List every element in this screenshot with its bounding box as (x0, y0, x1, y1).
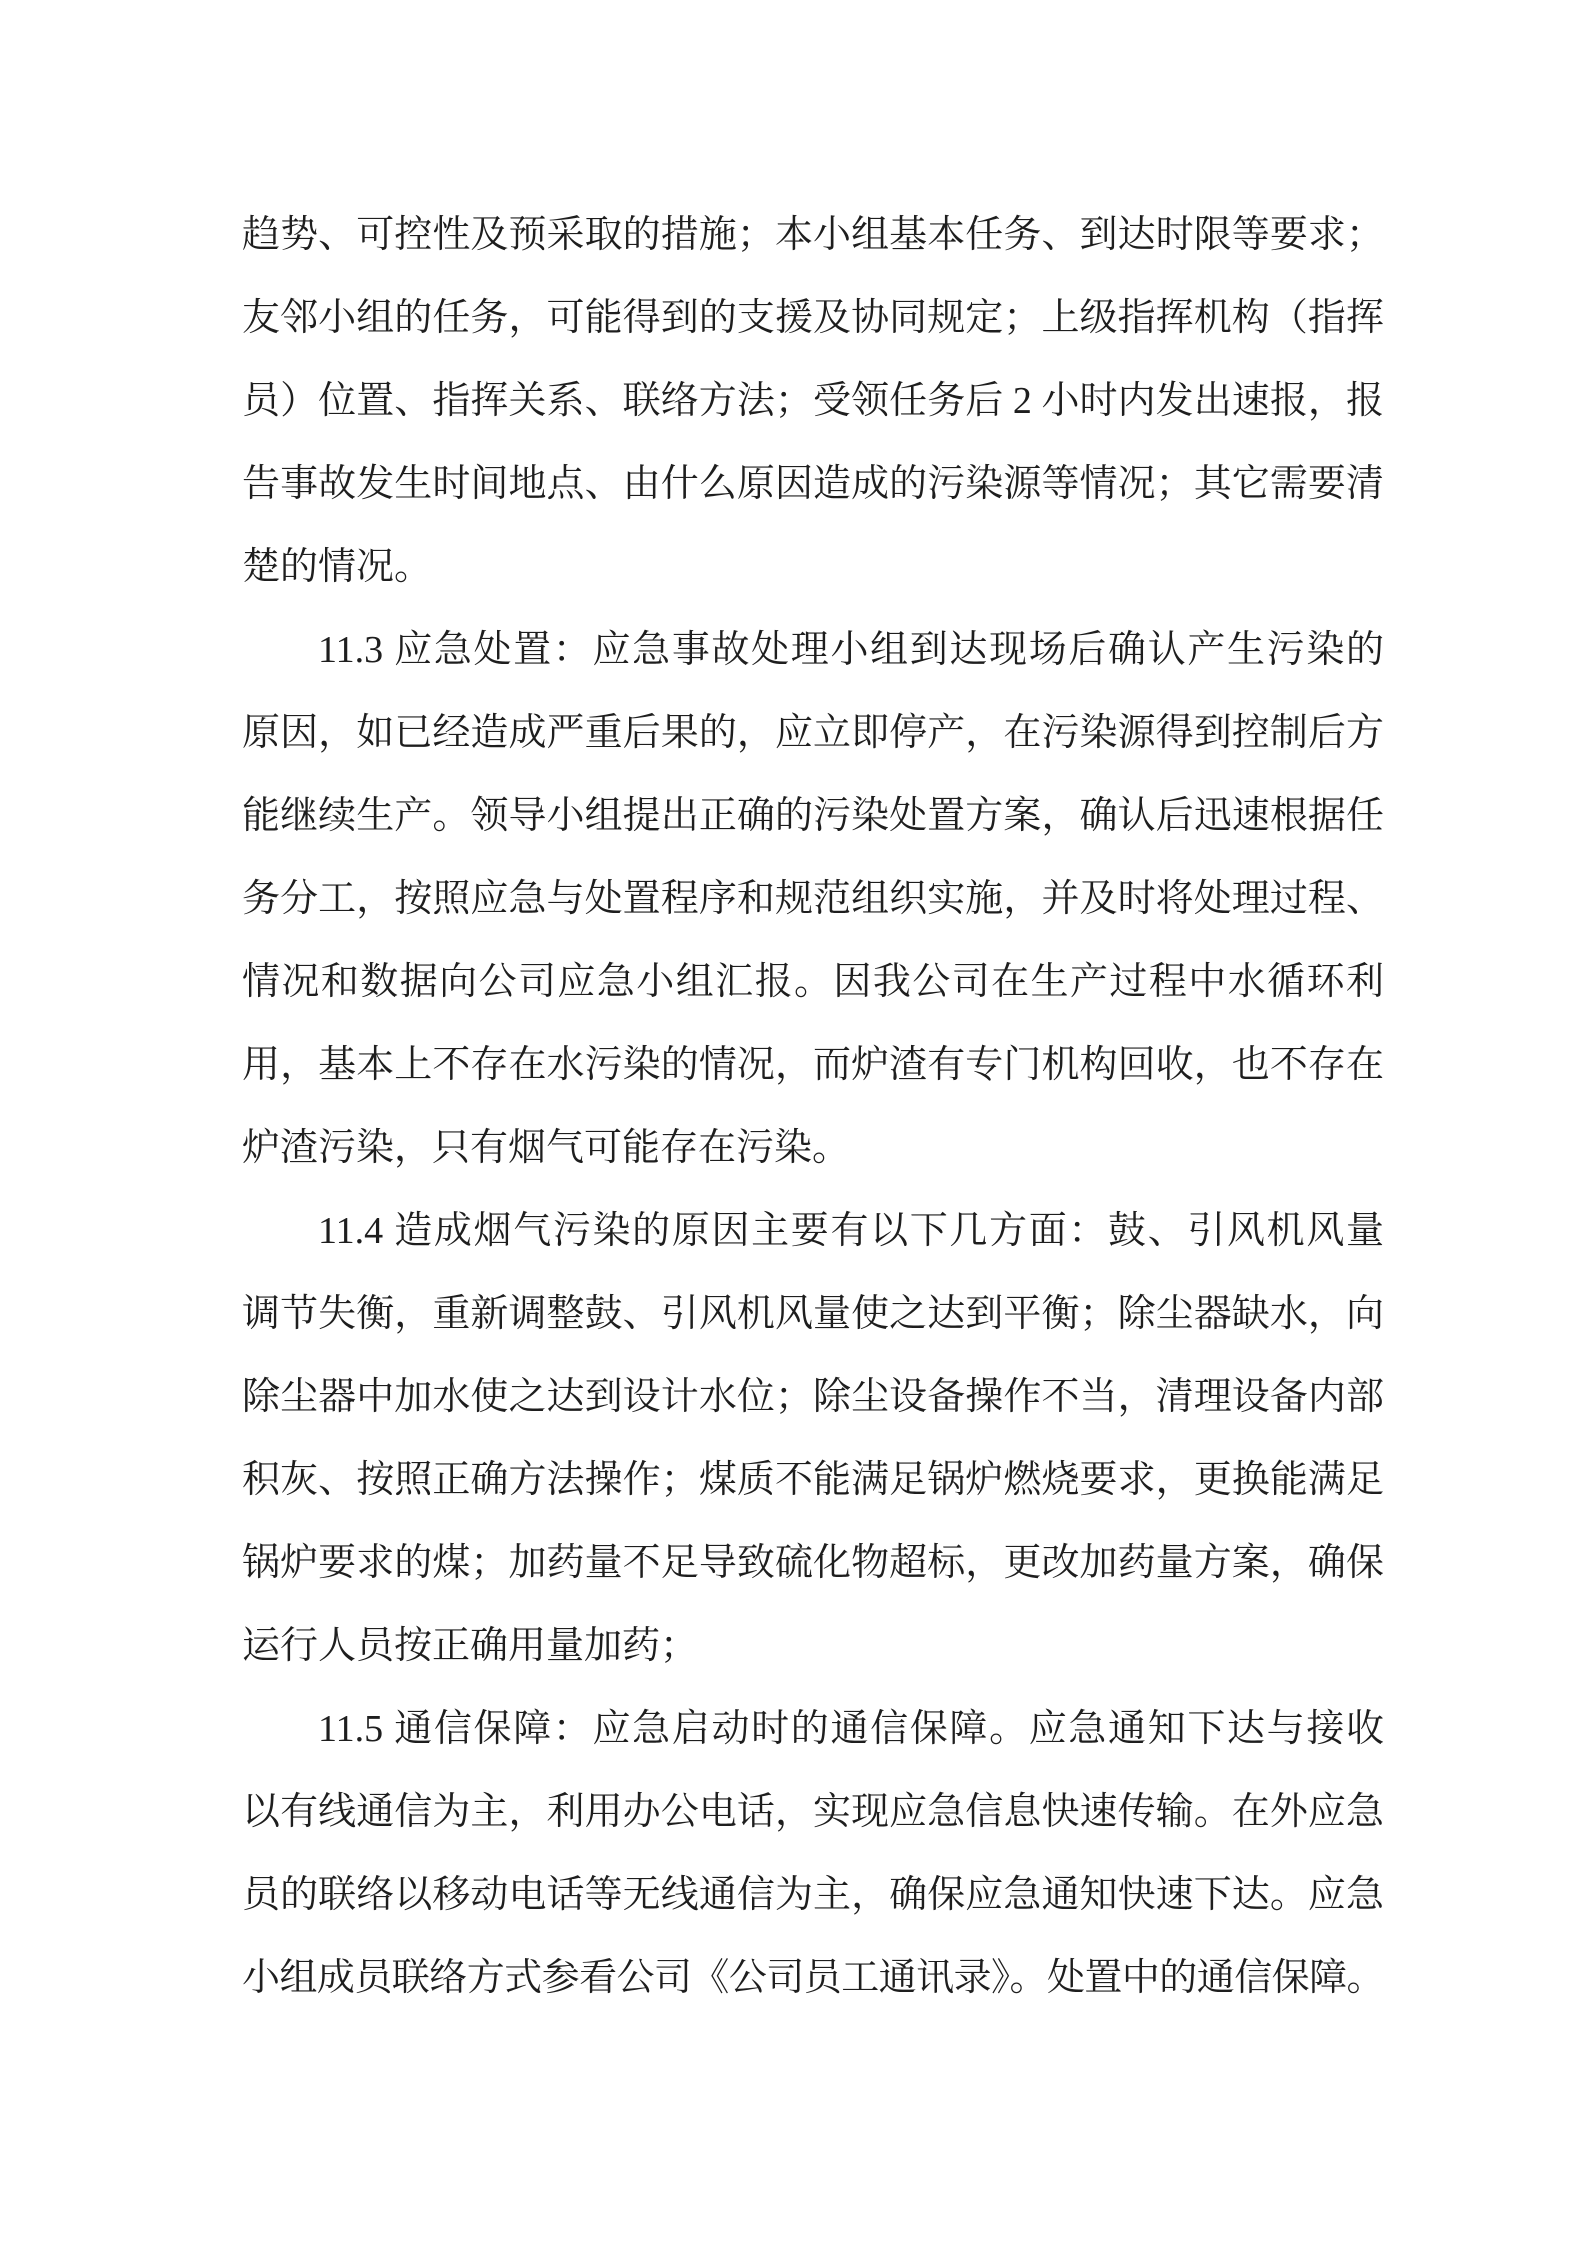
text-line: 楚的情况。 (242, 546, 433, 588)
text-line: 用，基本上不存在水污染的情况，而炉渣有专门机构回收，也不存在 (242, 1044, 1384, 1086)
text-line: 能继续生产。领导小组提出正确的污染处置方案，确认后迅速根据任 (242, 795, 1384, 837)
text-line: 积灰、按照正确方法操作；煤质不能满足锅炉燃烧要求，更换能满足 (242, 1459, 1384, 1501)
text-line: 员的联络以移动电话等无线通信为主，确保应急通知快速下达。应急 (242, 1874, 1384, 1916)
text-line: 趋势、可控性及预采取的措施；本小组基本任务、到达时限等要求； (242, 214, 1384, 256)
text-line: 锅炉要求的煤；加药量不足导致硫化物超标，更改加药量方案，确保 (242, 1542, 1384, 1584)
text-line: 炉渣污染，只有烟气可能存在污染。 (242, 1127, 851, 1169)
paragraph-section-11-5 (242, 1688, 1384, 2020)
text-line: 除尘器中加水使之达到设计水位；除尘设备操作不当，清理设备内部 (242, 1376, 1384, 1418)
text-line: 以有线通信为主，利用办公电话，实现应急信息快速传输。在外应急 (242, 1791, 1384, 1833)
text-line: 11.3 应急处置：应急事故处理小组到达现场后确认产生污染的 (318, 629, 1384, 671)
text-line: 情况和数据向公司应急小组汇报。因我公司在生产过程中水循环利 (242, 961, 1384, 1003)
text-line: 11.5 通信保障：应急启动时的通信保障。应急通知下达与接收 (318, 1708, 1384, 1750)
document-body (242, 194, 1384, 2020)
text-line: 员）位置、指挥关系、联络方法；受领任务后 2 小时内发出速报，报 (242, 380, 1384, 422)
text-line: 运行人员按正确用量加药； (242, 1625, 699, 1667)
text-line: 务分工，按照应急与处置程序和规范组织实施，并及时将处理过程、 (242, 878, 1384, 920)
text-line: 告事故发生时间地点、由什么原因造成的污染源等情况；其它需要清 (242, 463, 1384, 505)
text-line: 小组成员联络方式参看公司《公司员工通讯录》。处置中的通信保障。 (242, 1957, 1385, 1999)
text-line: 原因，如已经造成严重后果的，应立即停产，在污染源得到控制后方 (242, 712, 1384, 754)
text-line: 11.4 造成烟气污染的原因主要有以下几方面：鼓、引风机风量 (318, 1210, 1384, 1252)
paragraph-section-11-3 (242, 609, 1384, 1190)
text-line: 调节失衡，重新调整鼓、引风机风量使之达到平衡；除尘器缺水，向 (242, 1293, 1384, 1335)
paragraph-continued-text (242, 194, 1384, 609)
paragraph-section-11-4 (242, 1190, 1384, 1688)
text-line: 友邻小组的任务，可能得到的支援及协同规定；上级指挥机构（指挥 (242, 297, 1384, 339)
